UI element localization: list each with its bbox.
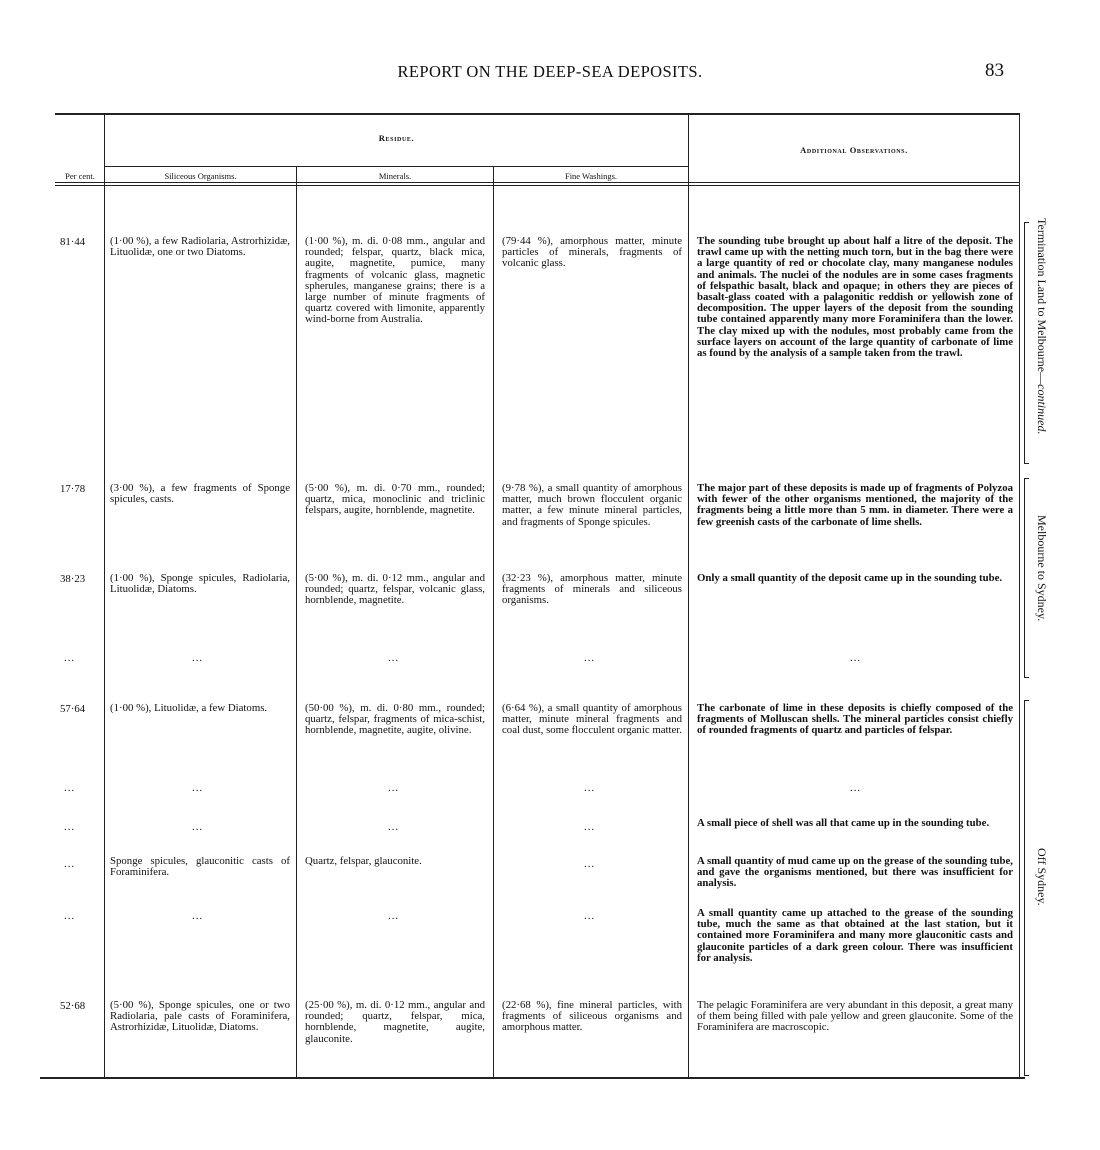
ellipsis: ... <box>64 858 76 870</box>
column-divider <box>104 113 105 1077</box>
page-number: 83 <box>985 60 1004 81</box>
ellipsis: ... <box>388 652 400 664</box>
table-top-rule <box>55 113 1020 115</box>
minerals-cell: (5·00 %), m. di. 0·70 mm., rounded; quartz, mica, monoclinic and triclinic felspars, augite, hornblende, magnetite. <box>305 482 485 517</box>
heading-per-cent: Per cent. <box>65 171 95 181</box>
heading-residue: Residue. <box>378 133 415 143</box>
fine-washings-cell: (6·64 %), a small quantity of amorphous matter, minute mineral fragments and coal dust, some flocculent organic matter. <box>502 702 682 737</box>
fine-washings-cell: (79·44 %), amorphous matter, minute particles of minerals, fragments of volcanic glass. <box>502 235 682 270</box>
table-bottom-rule <box>40 1077 1025 1079</box>
ellipsis: ... <box>850 652 862 664</box>
column-divider <box>296 166 297 1077</box>
heading-fine-washings: Fine Washings. <box>564 171 618 181</box>
fine-washings-cell: (9·78 %), a small quantity of amorphous matter, much brown flocculent organic matter, a few minute mineral particles, and fragments of Sponge spicules. <box>502 482 682 528</box>
route-label-off-sydney: Off Sydney. <box>1035 848 1049 906</box>
observations-cell: The major part of these deposits is made up of fragments of Polyzoa with fewer of the other organisms mentioned, the majority of the fragments being a little more than 5 mm. in diameter. There were a few greenish casts of the carbonate of lime shells. <box>697 482 1013 528</box>
observations-cell: The pelagic Foraminifera are very abundant in this deposit, a great many of them being filled with pale yellow and green glauconite. Some of the Foraminifera are macroscopic. <box>697 999 1013 1034</box>
route-brace <box>1024 478 1029 678</box>
minerals-cell: (50·00 %), m. di. 0·80 mm., rounded; quartz, felspar, fragments of mica-schist, hornblende, magnetite, augite, olivine. <box>305 702 485 737</box>
ellipsis: ... <box>64 821 76 833</box>
residue-underline <box>105 166 688 167</box>
ellipsis: ... <box>64 652 76 664</box>
observations-cell: A small quantity came up attached to the grease of the sounding tube, much the same as that obtained at the last station, but it contained more Foraminifera and many more glauconitic casts and glauconite particles of a dark green colour. There was insufficient for analysis. <box>697 907 1013 964</box>
observations-cell: The sounding tube brought up about half a litre of the deposit. The trawl came up with the netting much torn, but in the bag there were a large quantity of red or chocolate clay, many manganese nodules and animals. The nuclei of the nodules are in some cases fragments of felspathic basalt, black and opaque; in others they are pieces of basalt-glass coated with a palagonitic reddish or yellowish zone of decomposition. The upper layers of the deposit from the sounding tube contained apparently many more Foraminifera than the lower. The clay mixed up with the nodules, most probably came from the surface layers on account of the large quantity of carbonate of lime as found by the analysis of a sample taken from the trawl. <box>697 235 1013 360</box>
observations-cell: A small piece of shell was all that came up in the sounding tube. <box>697 817 990 829</box>
ellipsis: ... <box>192 821 204 833</box>
observations-cell: Only a small quantity of the deposit came up in the sounding tube. <box>697 572 1003 584</box>
siliceous-organisms-cell: (1·00 %), Sponge spicules, Radiolaria, Lituolidæ, Diatoms. <box>110 572 290 596</box>
column-divider <box>493 166 494 1077</box>
route-label-melbourne-sydney: Melbourne to Sydney. <box>1035 515 1049 622</box>
ellipsis: ... <box>64 782 76 794</box>
siliceous-organisms-cell: (1·00 %), a few Radiolaria, Astrorhizidæ, Lituolidæ, one or two Diatoms. <box>110 235 290 259</box>
route-label-continued: continued. <box>1035 384 1049 435</box>
ellipsis: ... <box>388 821 400 833</box>
observations-cell: A small quantity of mud came up on the grease of the sounding tube, and gave the organisms mentioned, but there was insufficient for analysis. <box>697 855 1013 890</box>
siliceous-organisms-cell: Sponge spicules, glauconitic casts of Foraminifera. <box>110 855 290 879</box>
ellipsis: ... <box>192 652 204 664</box>
route-brace <box>1024 222 1029 464</box>
minerals-cell: (25·00 %), m. di. 0·12 mm., angular and rounded; quartz, felspar, mica, hornblende, magnetite, augite, glauconite. <box>305 999 485 1045</box>
ellipsis: ... <box>388 782 400 794</box>
ellipsis: ... <box>584 910 596 922</box>
ellipsis: ... <box>850 782 862 794</box>
route-brace <box>1024 700 1029 1076</box>
heading-siliceous-organisms: Siliceous Organisms. <box>164 171 237 181</box>
heading-minerals: Minerals. <box>378 171 412 181</box>
ellipsis: ... <box>192 910 204 922</box>
ellipsis: ... <box>584 821 596 833</box>
ellipsis: ... <box>388 910 400 922</box>
per-cent-value: 38·23 <box>60 573 86 585</box>
ellipsis: ... <box>584 782 596 794</box>
heading-additional-observations: Additional Observations. <box>800 145 908 155</box>
per-cent-value: 57·64 <box>60 703 86 715</box>
ellipsis: ... <box>64 910 76 922</box>
running-header: REPORT ON THE DEEP-SEA DEPOSITS. <box>397 62 703 81</box>
per-cent-value: 17·78 <box>60 483 86 495</box>
siliceous-organisms-cell: (3·00 %), a few fragments of Sponge spicules, casts. <box>110 482 290 506</box>
minerals-cell: Quartz, felspar, glauconite. <box>305 855 422 867</box>
ellipsis: ... <box>584 652 596 664</box>
ellipsis: ... <box>584 858 596 870</box>
per-cent-value: 81·44 <box>60 236 86 248</box>
route-label-termination-land-melbourne <box>1034 218 1049 434</box>
fine-washings-cell: (22·68 %), fine mineral particles, with fragments of siliceous organisms and amorphous matter. <box>502 999 682 1034</box>
per-cent-value: 52·68 <box>60 1000 86 1012</box>
observations-cell: The carbonate of lime in these deposits is chiefly composed of the fragments of Molluscan shells. The mineral particles consist chiefly of rounded fragments of quartz and particles of felspar. <box>697 702 1013 737</box>
fine-washings-cell: (32·23 %), amorphous matter, minute fragments of minerals and siliceous organisms. <box>502 572 682 607</box>
minerals-cell: (5·00 %), m. di. 0·12 mm., angular and rounded; quartz, felspar, volcanic glass, hornblende, magnetite. <box>305 572 485 607</box>
table-right-border <box>1019 113 1020 1077</box>
siliceous-organisms-cell: (1·00 %), Lituolidæ, a few Diatoms. <box>110 702 268 714</box>
header-double-rule <box>55 185 1020 186</box>
route-label-main: Termination Land to Melbourne— <box>1035 218 1049 385</box>
ellipsis: ... <box>192 782 204 794</box>
siliceous-organisms-cell: (5·00 %), Sponge spicules, one or two Radiolaria, pale casts of Foraminifera, Astrorhizidæ, Lituolidæ, Diatoms. <box>110 999 290 1034</box>
minerals-cell: (1·00 %), m. di. 0·08 mm., angular and rounded; felspar, quartz, black mica, augite, magnetite, pumice, many fragments of volcanic glass, magnetic spherules, manganese grains; there is a large number of minute fragments of quartz covered with limonite, apparently wind-borne from Australia. <box>305 235 485 326</box>
column-divider <box>688 113 689 1077</box>
header-bottom-rule <box>55 182 1020 183</box>
